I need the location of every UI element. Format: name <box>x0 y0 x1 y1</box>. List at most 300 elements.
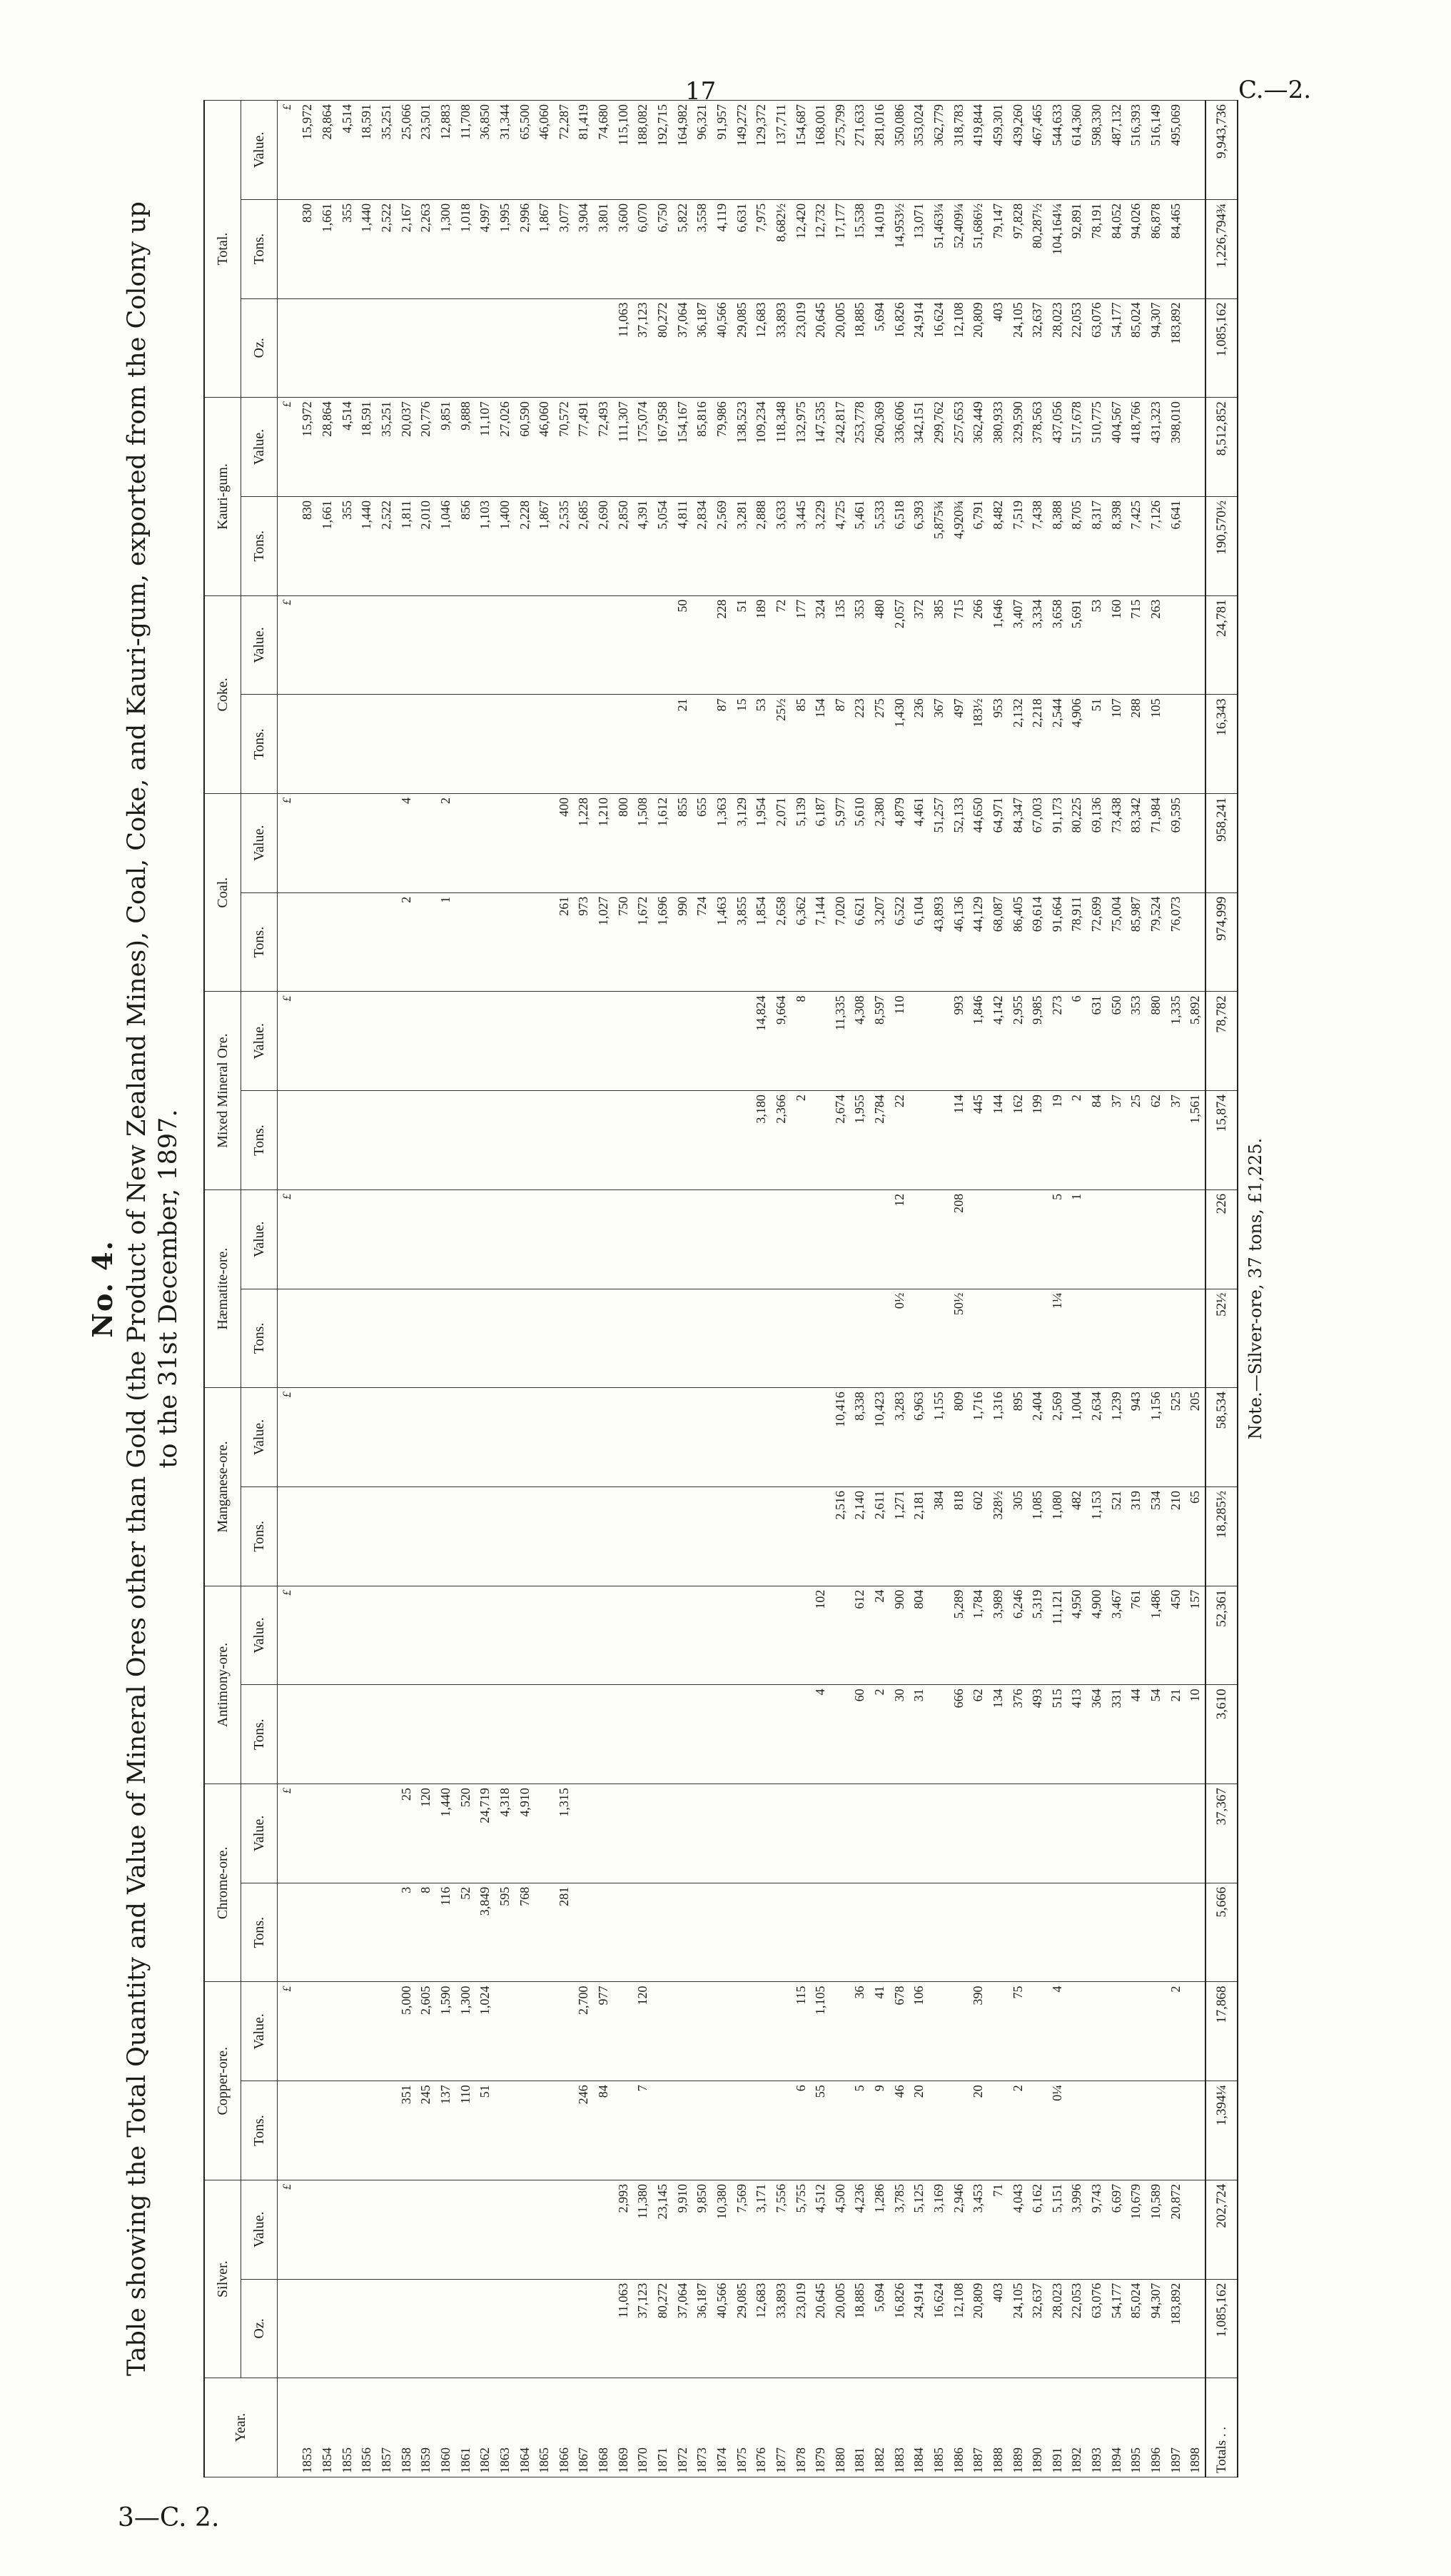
value-cell: 35,251 <box>376 101 396 200</box>
value-cell <box>968 1784 988 1883</box>
value-cell: 6 <box>791 2081 811 2180</box>
total-cell: 9,943,736 <box>1205 101 1238 200</box>
value-cell <box>357 2081 377 2180</box>
value-cell: 22,053 <box>1067 298 1087 398</box>
value-cell <box>810 1388 830 1487</box>
value-cell: 75 <box>1008 1982 1028 2081</box>
value-cell <box>593 695 613 794</box>
value-cell <box>712 1289 732 1388</box>
value-cell: 149,272 <box>732 101 752 200</box>
value-cell <box>1146 1289 1166 1388</box>
value-cell: 437,056 <box>1047 398 1067 497</box>
value-cell <box>791 1883 811 1982</box>
value-cell <box>534 1784 554 1883</box>
value-cell <box>732 2081 752 2180</box>
value-cell <box>495 2081 515 2180</box>
value-cell: 51 <box>475 2081 495 2180</box>
value-cell <box>810 1784 830 1883</box>
value-cell: 12,732 <box>810 199 830 298</box>
value-cell: 724 <box>692 892 712 992</box>
value-cell: 8,317 <box>1086 496 1106 595</box>
value-cell: 895 <box>1008 1388 1028 1487</box>
value-cell: 14,824 <box>751 992 771 1091</box>
value-cell <box>455 794 475 893</box>
value-cell: 53 <box>1086 595 1106 695</box>
value-cell: 1,105 <box>810 1982 830 2081</box>
value-cell: 1,085 <box>1027 1486 1047 1586</box>
value-cell <box>1067 1289 1087 1388</box>
table-row <box>1146 101 1166 2477</box>
year-cell: 1895 <box>1126 2378 1146 2477</box>
value-cell <box>593 1289 613 1388</box>
value-cell <box>850 1289 870 1388</box>
column-subheader: Value. <box>241 1784 278 1883</box>
value-cell <box>830 1883 850 1982</box>
value-cell: 4,308 <box>850 992 870 1091</box>
value-cell: 439,260 <box>1008 101 1028 200</box>
value-cell: 2 <box>435 794 455 893</box>
value-cell <box>712 1586 732 1685</box>
year-cell: 1858 <box>396 2378 416 2477</box>
value-cell <box>455 892 475 992</box>
value-cell <box>435 1289 455 1388</box>
value-cell: 1,811 <box>396 496 416 595</box>
column-subheader: Oz. <box>241 298 278 398</box>
total-cell: 1,085,162 <box>1205 298 1238 398</box>
value-cell <box>515 1685 535 1784</box>
value-cell <box>337 1388 357 1487</box>
group-header: Year. <box>204 2378 278 2477</box>
value-cell: 8,398 <box>1106 496 1126 595</box>
value-cell <box>357 1982 377 2081</box>
spacer-cell <box>278 2378 298 2477</box>
column-subheader: Tons. <box>241 695 278 794</box>
value-cell <box>357 1486 377 1586</box>
value-cell <box>692 1883 712 1982</box>
value-cell <box>633 695 653 794</box>
value-cell <box>298 595 318 695</box>
value-cell <box>495 992 515 1091</box>
value-cell: 51 <box>1086 695 1106 794</box>
value-cell: 74,680 <box>593 101 613 200</box>
value-cell: 37,064 <box>672 298 692 398</box>
value-cell: 94,307 <box>1146 2279 1166 2378</box>
currency-unit-row <box>278 101 298 2477</box>
value-cell <box>515 2279 535 2378</box>
value-cell: 2,685 <box>574 496 594 595</box>
value-cell: 1,156 <box>1146 1388 1166 1487</box>
value-cell: 69,136 <box>1086 794 1106 893</box>
table-row <box>317 101 337 2477</box>
value-cell: 71 <box>988 2180 1008 2279</box>
value-cell <box>357 2180 377 2279</box>
value-cell: 8 <box>791 992 811 1091</box>
value-cell <box>396 992 416 1091</box>
value-cell: 1,316 <box>988 1388 1008 1487</box>
value-cell <box>593 1189 613 1289</box>
year-cell: 1863 <box>495 2378 515 2477</box>
value-cell <box>692 1388 712 1487</box>
value-cell <box>712 1486 732 1586</box>
value-cell: 91,173 <box>1047 794 1067 893</box>
value-cell: 804 <box>909 1586 929 1685</box>
value-cell: 40,566 <box>712 298 732 398</box>
value-cell: 51,257 <box>929 794 949 893</box>
year-cell: 1897 <box>1166 2378 1185 2477</box>
table-row <box>1166 101 1185 2477</box>
value-cell <box>692 595 712 695</box>
value-cell: 1,363 <box>712 794 732 893</box>
value-cell <box>672 1091 692 1190</box>
currency-symbol: £ <box>278 595 298 695</box>
value-cell <box>435 2279 455 2378</box>
value-cell <box>1106 1189 1126 1289</box>
value-cell: 16,624 <box>929 2279 949 2378</box>
value-cell <box>455 1685 475 1784</box>
value-cell <box>337 1685 357 1784</box>
value-cell <box>1185 695 1206 794</box>
value-cell <box>317 2279 337 2378</box>
column-subheader: Value. <box>241 1982 278 2081</box>
currency-symbol: £ <box>278 1982 298 2081</box>
value-cell <box>298 1586 318 1685</box>
value-cell: 253,778 <box>850 398 870 497</box>
value-cell: 73,438 <box>1106 794 1126 893</box>
value-cell: 3,171 <box>751 2180 771 2279</box>
value-cell <box>435 992 455 1091</box>
value-cell: 5,289 <box>949 1586 969 1685</box>
value-cell: 16,624 <box>929 298 949 398</box>
value-cell <box>1146 1883 1166 1982</box>
year-cell: 1861 <box>455 2378 475 2477</box>
value-cell <box>416 1189 436 1289</box>
value-cell <box>455 2279 475 2378</box>
value-cell: 33,893 <box>771 298 791 398</box>
value-cell <box>889 1784 909 1883</box>
value-cell: 2,167 <box>396 199 416 298</box>
value-cell <box>593 595 613 695</box>
value-cell <box>732 1586 752 1685</box>
value-cell <box>593 1784 613 1883</box>
value-cell: 11,063 <box>613 2279 633 2378</box>
value-cell: 183,892 <box>1166 2279 1185 2378</box>
value-cell <box>810 992 830 1091</box>
value-cell: 1,228 <box>574 794 594 893</box>
value-cell: 1,590 <box>435 1982 455 2081</box>
value-cell <box>1166 1189 1185 1289</box>
value-cell: 2,404 <box>1027 1388 1047 1487</box>
value-cell <box>298 1685 318 1784</box>
value-cell <box>1008 1189 1028 1289</box>
group-header: Antimony-ore. <box>204 1586 241 1783</box>
value-cell: 7,569 <box>732 2180 752 2279</box>
currency-symbol: £ <box>278 1388 298 1487</box>
value-cell: 1,286 <box>869 2180 889 2279</box>
value-cell <box>317 794 337 893</box>
value-cell <box>495 1091 515 1190</box>
value-cell: 69,614 <box>1027 892 1047 992</box>
value-cell: 355 <box>337 199 357 298</box>
value-cell: 487,132 <box>1106 101 1126 200</box>
value-cell <box>732 992 752 1091</box>
value-cell <box>435 1189 455 1289</box>
value-cell <box>751 1289 771 1388</box>
value-cell <box>416 298 436 398</box>
value-cell: 87 <box>830 695 850 794</box>
value-cell <box>337 1586 357 1685</box>
value-cell <box>1027 1883 1047 1982</box>
value-cell <box>988 2081 1008 2180</box>
value-cell: 612 <box>850 1586 870 1685</box>
value-cell <box>1185 1784 1206 1883</box>
value-cell <box>830 1784 850 1883</box>
value-cell: 36 <box>850 1982 870 2081</box>
value-cell: 11,335 <box>830 992 850 1091</box>
table-row <box>1106 101 1126 2477</box>
year-cell: 1853 <box>298 2378 318 2477</box>
value-cell: 3,801 <box>593 199 613 298</box>
value-cell: 24 <box>869 1586 889 1685</box>
page-reference: C.—2. <box>1238 76 1312 104</box>
value-cell: 132,975 <box>791 398 811 497</box>
value-cell: 2,634 <box>1086 1388 1106 1487</box>
value-cell <box>633 1289 653 1388</box>
value-cell <box>988 1189 1008 1289</box>
value-cell <box>791 1586 811 1685</box>
value-cell <box>1086 1289 1106 1388</box>
value-cell: 418,766 <box>1126 398 1146 497</box>
value-cell <box>376 2081 396 2180</box>
value-cell <box>593 2180 613 2279</box>
currency-symbol: £ <box>278 1189 298 1289</box>
value-cell: 120 <box>633 1982 653 2081</box>
value-cell <box>554 1586 574 1685</box>
value-cell <box>1166 1883 1185 1982</box>
value-cell: 493 <box>1027 1685 1047 1784</box>
value-cell: 1,153 <box>1086 1486 1106 1586</box>
value-cell <box>376 1189 396 1289</box>
value-cell: 3,849 <box>475 1883 495 1982</box>
value-cell <box>830 1189 850 1289</box>
column-subheader: Value. <box>241 1586 278 1685</box>
value-cell: 8,705 <box>1067 496 1087 595</box>
value-cell: 7,425 <box>1126 496 1146 595</box>
value-cell <box>692 1189 712 1289</box>
value-cell <box>1008 1784 1028 1883</box>
value-cell: 115 <box>791 1982 811 2081</box>
value-cell <box>1106 1883 1126 1982</box>
value-cell <box>692 1685 712 1784</box>
value-cell: 400 <box>554 794 574 893</box>
value-cell: 4,997 <box>475 199 495 298</box>
table-row <box>652 101 672 2477</box>
value-cell <box>376 1586 396 1685</box>
table-row <box>534 101 554 2477</box>
value-cell <box>1166 1289 1185 1388</box>
value-cell <box>613 1486 633 1586</box>
value-cell <box>376 794 396 893</box>
group-header: Kauri-gum. <box>204 398 241 595</box>
value-cell <box>1146 1189 1166 1289</box>
value-cell: 84 <box>1086 1091 1106 1190</box>
value-cell <box>495 1586 515 1685</box>
currency-symbol: £ <box>278 1586 298 1685</box>
value-cell <box>712 992 732 1091</box>
value-cell <box>968 1289 988 1388</box>
value-cell: 384 <box>929 1486 949 1586</box>
value-cell: 482 <box>1067 1486 1087 1586</box>
value-cell: 52,133 <box>949 794 969 893</box>
value-cell: 1¼ <box>1047 1289 1067 1388</box>
value-cell <box>416 1685 436 1784</box>
value-cell: 1,440 <box>357 496 377 595</box>
table-row <box>751 101 771 2477</box>
value-cell <box>435 1685 455 1784</box>
year-cell: 1894 <box>1106 2378 1126 2477</box>
year-cell: 1890 <box>1027 2378 1047 2477</box>
value-cell: 2,658 <box>771 892 791 992</box>
value-cell: 1,080 <box>1047 1486 1067 1586</box>
value-cell <box>298 1486 318 1586</box>
page-number: 17 <box>685 77 717 106</box>
value-cell <box>1185 496 1206 595</box>
value-cell: 23,019 <box>791 298 811 398</box>
value-cell: 403 <box>988 2279 1008 2378</box>
value-cell: 2,569 <box>712 496 732 595</box>
spacer-cell <box>278 496 298 595</box>
value-cell: 228 <box>712 595 732 695</box>
value-cell <box>672 1883 692 1982</box>
value-cell <box>593 1486 613 1586</box>
value-cell <box>396 1289 416 1388</box>
value-cell: 515 <box>1047 1685 1067 1784</box>
year-cell: 1865 <box>534 2378 554 2477</box>
value-cell: 84,052 <box>1106 199 1126 298</box>
value-cell: 273 <box>1047 992 1067 1091</box>
value-cell <box>830 1586 850 1685</box>
value-cell: 5,139 <box>791 794 811 893</box>
value-cell: 9,985 <box>1027 992 1047 1091</box>
value-cell: 83,342 <box>1126 794 1146 893</box>
table-row <box>435 101 455 2477</box>
value-cell: 1,440 <box>357 199 377 298</box>
value-cell <box>416 992 436 1091</box>
table-row <box>869 101 889 2477</box>
value-cell: 1,646 <box>988 595 1008 695</box>
value-cell <box>317 695 337 794</box>
currency-symbol: £ <box>278 992 298 1091</box>
value-cell <box>751 2081 771 2180</box>
value-cell <box>613 1388 633 1487</box>
value-cell: 495,069 <box>1166 101 1185 200</box>
value-cell: 20 <box>909 2081 929 2180</box>
value-cell <box>455 595 475 695</box>
value-cell <box>830 2081 850 2180</box>
value-cell: 144 <box>988 1091 1008 1190</box>
value-cell <box>1126 1784 1146 1883</box>
year-cell: 1889 <box>1008 2378 1028 2477</box>
value-cell <box>1185 794 1206 893</box>
value-cell <box>534 1388 554 1487</box>
value-cell: 6,621 <box>850 892 870 992</box>
value-cell: 12,108 <box>949 2279 969 2378</box>
value-cell: 5,875¾ <box>929 496 949 595</box>
value-cell <box>475 1486 495 1586</box>
value-cell: 80,225 <box>1067 794 1087 893</box>
value-cell <box>554 595 574 695</box>
currency-symbol: £ <box>278 794 298 893</box>
value-cell: 4,910 <box>515 1784 535 1883</box>
value-cell: 24,105 <box>1008 298 1028 398</box>
table-row <box>988 101 1008 2477</box>
value-cell <box>317 2081 337 2180</box>
value-cell <box>771 1982 791 2081</box>
value-cell: 137,711 <box>771 101 791 200</box>
value-cell <box>672 1586 692 1685</box>
value-cell: 3,855 <box>732 892 752 992</box>
value-cell <box>534 595 554 695</box>
value-cell: 5,694 <box>869 2279 889 2378</box>
year-cell: 1883 <box>889 2378 909 2477</box>
value-cell: 6,518 <box>889 496 909 595</box>
value-cell: 157 <box>1185 1586 1206 1685</box>
value-cell: 3,445 <box>791 496 811 595</box>
value-cell <box>929 1784 949 1883</box>
value-cell <box>771 1388 791 1487</box>
value-cell <box>633 1586 653 1685</box>
value-cell <box>357 2279 377 2378</box>
value-cell: 4,725 <box>830 496 850 595</box>
value-cell <box>613 1586 633 1685</box>
column-subheader: Tons. <box>241 1883 278 1982</box>
value-cell <box>1027 2081 1047 2180</box>
value-cell <box>554 1289 574 1388</box>
value-cell: 1,463 <box>712 892 732 992</box>
value-cell <box>475 794 495 893</box>
value-cell <box>751 1189 771 1289</box>
column-subheader: Value. <box>241 1388 278 1487</box>
subheader-row <box>241 101 278 2477</box>
value-cell: 2,181 <box>909 1486 929 1586</box>
value-cell: 109,234 <box>751 398 771 497</box>
value-cell: 480 <box>869 595 889 695</box>
value-cell: 990 <box>672 892 692 992</box>
value-cell <box>1185 1883 1206 1982</box>
value-cell: 63,076 <box>1086 298 1106 398</box>
value-cell <box>1146 2081 1166 2180</box>
value-cell: 50½ <box>949 1289 969 1388</box>
value-cell: 4,879 <box>889 794 909 893</box>
table-row <box>771 101 791 2477</box>
value-cell <box>1106 1982 1126 2081</box>
value-cell: 20,005 <box>830 298 850 398</box>
value-cell <box>1067 1982 1087 2081</box>
value-cell <box>692 1289 712 1388</box>
value-cell <box>416 2279 436 2378</box>
value-cell: 3,989 <box>988 1586 1008 1685</box>
value-cell <box>495 892 515 992</box>
table-row <box>475 101 495 2477</box>
value-cell: 154 <box>810 695 830 794</box>
value-cell <box>435 2180 455 2279</box>
value-cell: 37,123 <box>633 298 653 398</box>
value-cell <box>574 695 594 794</box>
value-cell <box>475 1289 495 1388</box>
value-cell <box>1027 1982 1047 2081</box>
value-cell: 51,463¼ <box>929 199 949 298</box>
value-cell <box>1166 595 1185 695</box>
value-cell: 46 <box>889 2081 909 2180</box>
